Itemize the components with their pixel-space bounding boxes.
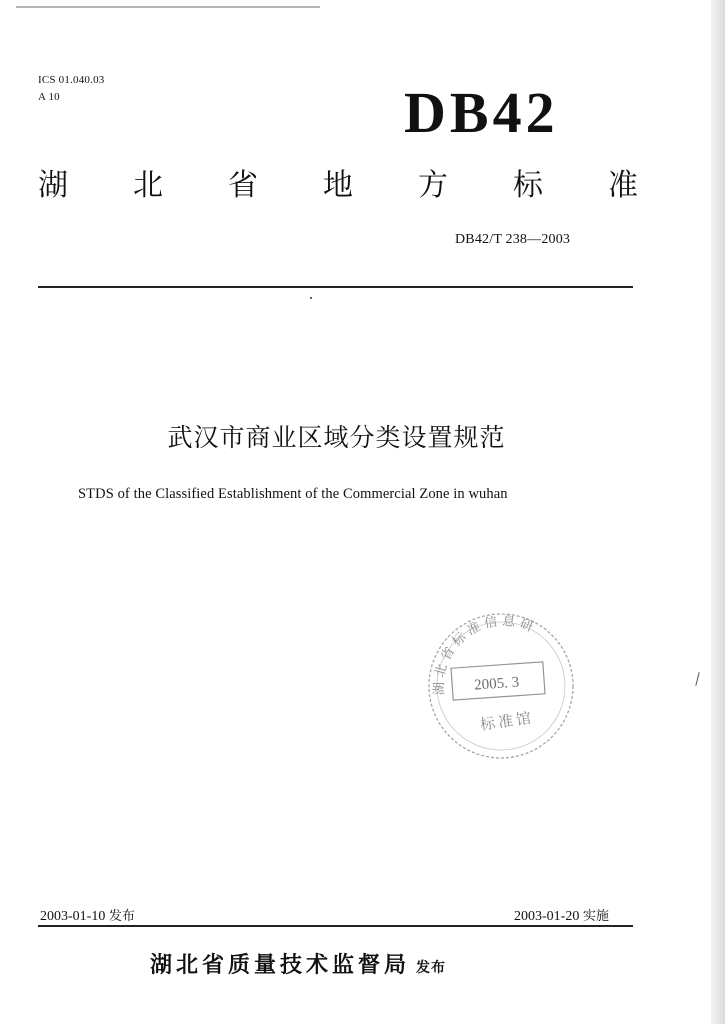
classification-codes <box>38 72 104 106</box>
implement-date: 2003-01-20 <box>514 909 580 924</box>
margin-mark <box>695 672 699 686</box>
standard-category-title <box>38 160 638 212</box>
scan-page-gutter <box>711 0 725 1024</box>
class-code: A 10 <box>38 91 60 103</box>
top-divider <box>38 286 633 288</box>
category-char: 标 <box>513 168 543 203</box>
category-char: 方 <box>418 168 448 203</box>
library-stamp <box>422 607 580 765</box>
standard-number: DB42/T 238—2003 <box>455 232 571 247</box>
scan-edge-line <box>16 6 320 8</box>
category-char: 北 <box>133 168 163 203</box>
implement-date-block <box>514 905 609 925</box>
category-char: 湖 <box>38 168 68 203</box>
document-title-english: STDS of the Classified Establishment of the Commercial Zone in wuhan <box>78 486 508 502</box>
issuing-authority <box>150 948 446 979</box>
stamp-bottom-text: 标准馆 <box>479 708 536 734</box>
publish-label: 发布 <box>108 909 135 924</box>
stamp-outer-text: 湖北省标准信息研 <box>432 613 539 696</box>
db-code-mark: DB42 <box>404 80 559 145</box>
publish-date: 2003-01-10 <box>40 909 106 924</box>
document-title-chinese: 武汉市商业区域分类设置规范 <box>167 423 506 452</box>
bottom-divider <box>38 925 633 927</box>
issuer-publish-label: 发布 <box>416 960 447 976</box>
implement-label: 实施 <box>582 909 609 924</box>
category-char: 省 <box>228 168 258 203</box>
issuer-name: 湖北省质量技术监督局 <box>150 953 411 978</box>
category-char: 准 <box>608 168 638 203</box>
category-char: 地 <box>323 168 353 203</box>
stamp-date: 2005. 3 <box>473 674 520 694</box>
ics-code: ICS 01.040.03 <box>38 74 105 86</box>
publish-date-block <box>40 905 135 925</box>
scan-speck <box>310 297 312 299</box>
